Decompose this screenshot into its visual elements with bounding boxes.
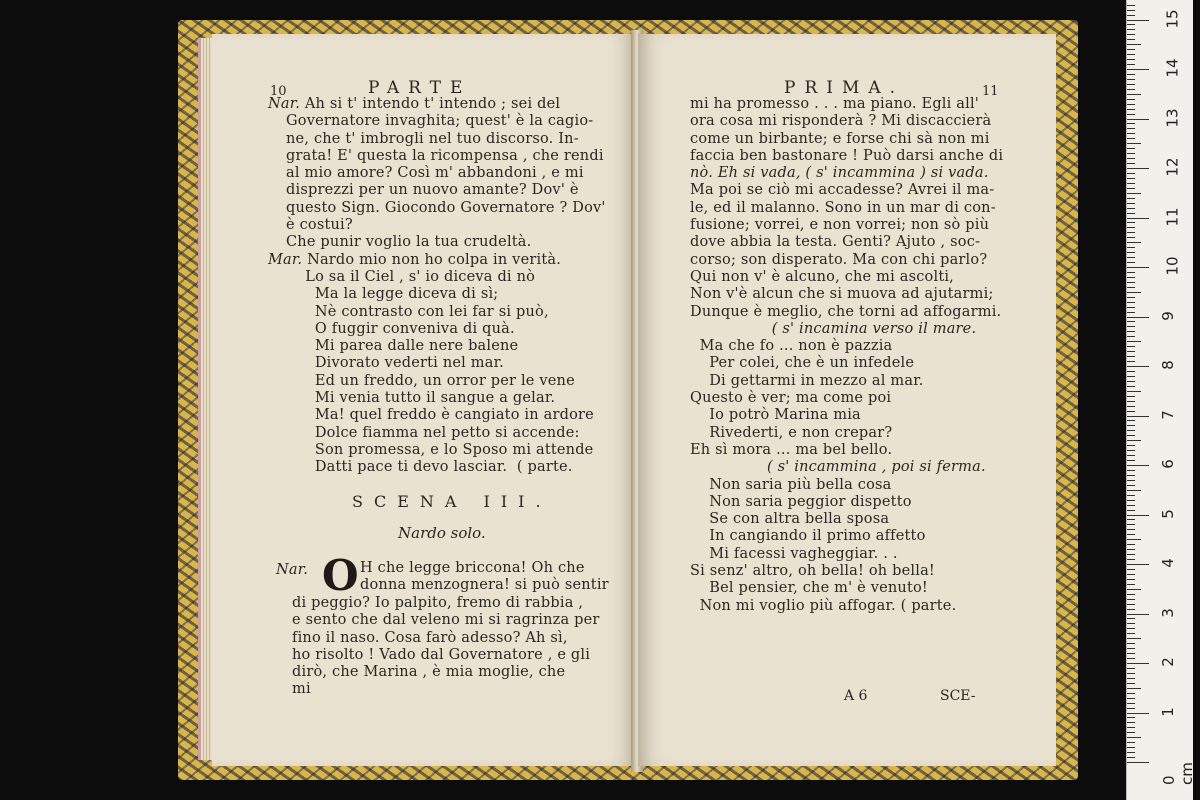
text-line: ( s' incamina verso il mare. [690,320,977,337]
text-line: corso; son disperato. Ma con chi parlo? [690,251,988,268]
text-line: Questo è ver; ma come poi [690,390,892,407]
text-line [268,234,606,251]
ruler-tick [1127,272,1135,273]
ruler-tick [1127,346,1135,347]
ruler-tick [1127,262,1135,263]
ruler-label: 4 [1158,558,1177,568]
ruler-tick [1127,168,1149,169]
text-line [268,390,606,407]
text-line: le, ed il malanno. Sono in un mar di con- [690,199,996,216]
ruler-tick [1127,99,1135,100]
ruler-tick [1127,79,1135,80]
ruler-tick [1127,188,1135,189]
line-text: O fuggir conveniva di quà. [286,320,515,337]
ruler-tick [1127,480,1135,481]
ruler-tick [1127,450,1135,451]
ruler-tick [1127,396,1135,397]
ruler-tick [1127,232,1135,233]
text-line: Eh sì mora ... ma bel bello. [690,441,893,458]
line-text: grata! E' questa la ricompensa , che rendi [286,147,604,164]
ruler-tick [1127,198,1135,199]
text-line: ora cosa mi risponderà ? Mi discaccierà [690,113,992,130]
ruler-tick [1127,153,1135,154]
ruler-tick [1127,544,1135,545]
ruler-tick [1127,623,1135,624]
ruler-tick [1127,307,1135,308]
ruler-tick [1127,574,1135,575]
ruler-tick [1127,673,1135,674]
ruler-tick [1127,737,1141,738]
ruler-tick [1127,515,1149,516]
ruler-tick [1127,539,1141,540]
line-text: Ah si t' intendo t' intendo ; sei del [304,96,561,112]
ruler-label: 9 [1158,310,1177,321]
ruler-tick [1127,74,1135,75]
ruler-tick [1127,222,1135,223]
ruler-tick [1127,242,1141,243]
ruler-label: 15 [1163,8,1182,29]
ruler-tick [1127,326,1135,327]
ruler-tick [1127,594,1135,595]
ruler-tick [1127,123,1135,124]
text-line: H che legge briccona! Oh che [360,560,585,576]
ruler-tick [1127,302,1135,303]
text-line [268,407,606,424]
text-line [268,131,606,148]
ruler-tick [1127,148,1135,149]
text-line: Se con altra bella sposa [690,511,890,528]
ruler-label: 2 [1158,657,1177,667]
ruler-tick [1127,752,1135,753]
ruler-tick [1127,376,1135,377]
ruler-label: 8 [1158,360,1177,370]
line-text: Nè contrasto con lei far si può, [286,303,549,320]
right-text-block [690,96,1003,615]
ruler-tick [1127,653,1135,654]
text-line: fino il naso. Cosa farò adesso? Ah sì, [292,629,568,646]
ruler-tick [1127,589,1141,590]
text-line [268,113,606,130]
ruler-tick [1127,381,1135,382]
ruler-tick [1127,519,1135,520]
ruler-tick [1127,15,1135,16]
text-line: Ma poi se ciò mi accadesse? Avrei il ma- [690,182,995,199]
text-line: In cangiando il primo affetto [690,528,926,545]
text-line: donna menzognera! si può sentir [360,577,609,594]
right-running-header: PRIMA. [784,78,905,98]
ruler-tick [1127,203,1135,204]
ruler-tick [1127,24,1135,25]
ruler-tick [1127,173,1135,174]
text-line [268,442,606,459]
ruler-tick [1127,564,1149,565]
drop-speaker: Nar. [276,562,309,578]
ruler-tick [1127,366,1149,367]
ruler-tick [1127,371,1135,372]
text-line [268,459,606,476]
ruler-tick [1127,208,1135,209]
ruler-tick [1127,604,1135,605]
ruler-tick [1127,406,1135,407]
ruler-tick [1127,49,1135,50]
ruler-tick [1127,119,1149,120]
line-text: Dolce fiamma nel petto si accende: [286,424,580,441]
text-line: di peggio? Io palpito, fremo di rabbia , [292,595,584,611]
ruler-tick [1127,401,1135,402]
ruler-tick [1127,495,1135,496]
drop-cap: O [322,551,359,600]
ruler-tick [1127,420,1135,421]
ruler-tick [1127,643,1135,644]
line-text: Mi venia tutto il sangue a gelar. [286,390,556,407]
text-line: Qui non v' è alcuno, che mi ascolti, [690,268,954,285]
ruler-tick [1127,559,1135,560]
ruler-tick [1127,584,1135,585]
ruler-tick [1127,282,1135,283]
ruler-tick [1127,510,1135,511]
text-line [268,269,606,286]
ruler-tick [1127,524,1135,525]
scene-title: SCENA III. [352,492,552,511]
line-text: Ma la legge diceva di sì; [286,286,499,303]
ruler-tick [1127,277,1135,278]
text-line: Ma che fo ... non è pazzia [690,338,893,355]
ruler-label: 1 [1158,706,1177,717]
ruler-tick [1127,213,1135,214]
ruler-tick [1127,114,1135,115]
ruler-tick [1127,678,1135,679]
ruler-tick [1127,628,1135,629]
text-line: faccia ben bastonare ! Può darsi anche di [690,147,1004,164]
text-line [268,373,606,390]
ruler-tick [1127,257,1135,258]
ruler-tick [1127,351,1135,352]
text-line [268,200,606,217]
line-text: Che punir voglio la tua crudeltà. [286,234,532,251]
ruler-tick [1127,747,1135,748]
ruler-tick [1127,5,1135,6]
text-line: e sento che dal veleno mi si ragrinza per [292,612,600,629]
text-line: Bel pensier, che m' è venuto! [690,580,928,597]
line-text: questo Sign. Giocondo Governatore ? Dov' [286,199,606,216]
ruler-tick [1127,599,1135,600]
ruler-tick [1127,183,1135,184]
line-text: al mio amore? Così m' abbandoni , e mi [286,165,584,182]
line-text: Governatore invaghita; quest' è la cagio- [286,113,594,130]
text-line: Mi facessi vagheggiar. . . [690,545,898,562]
scene-subtitle: Nardo solo. [398,524,486,542]
ruler-tick [1127,317,1149,318]
ruler-tick [1127,554,1135,555]
ruler-tick [1127,703,1135,704]
text-line [268,252,606,269]
ruler-tick [1127,361,1135,362]
ruler-tick [1127,29,1135,30]
ruler-tick [1127,445,1135,446]
ruler-tick [1127,529,1135,530]
ruler-tick [1127,683,1135,684]
ruler-tick [1127,500,1135,501]
ruler-tick [1127,64,1135,65]
ruler-tick [1127,341,1141,342]
ruler-label: 10 [1163,256,1182,276]
ruler-tick [1127,252,1135,253]
speaker-label: Nar. [268,96,305,112]
ruler-label: 0 cm [1160,762,1196,785]
text-line: Non saria peggior dispetto [690,493,912,510]
ruler-tick [1127,609,1135,610]
text-line: Rivederti, e non crepar? [690,424,893,441]
line-text: disprezzi per un nuovo amante? Dov' è [286,182,579,199]
ruler-tick [1127,638,1141,639]
text-line [268,338,606,355]
drop-cap-lines [360,560,609,595]
ruler-tick [1127,732,1135,733]
text-line [268,165,606,182]
text-line [268,355,606,372]
left-running-header: PARTE [368,78,472,98]
ruler-tick [1127,440,1141,441]
ruler-tick [1127,247,1135,248]
ruler-tick [1127,163,1135,164]
ruler-tick [1127,297,1135,298]
ruler-tick [1127,569,1135,570]
ruler-tick [1127,757,1135,758]
ruler-tick [1127,470,1135,471]
ruler-tick [1127,193,1141,194]
ruler-tick [1127,138,1135,139]
measuring-ruler [1126,0,1196,800]
line-text: Lo sa il Ciel , s' io diceva di nò [286,268,536,285]
ruler-tick [1127,455,1135,456]
ruler-tick [1127,227,1135,228]
ruler-tick [1127,336,1135,337]
ruler-tick [1127,579,1135,580]
ruler-tick [1127,475,1135,476]
ruler-tick [1127,158,1135,159]
ruler-tick [1127,109,1135,110]
ruler-tick [1127,688,1141,689]
ruler-tick [1127,416,1149,417]
ruler-label: 5 [1158,508,1177,519]
ruler-tick [1127,762,1149,763]
text-line [268,304,606,321]
ruler-tick [1127,386,1135,387]
ruler-tick [1127,104,1135,105]
speaker-label: Mar. [268,251,308,268]
line-text: Datti pace ti devo lasciar. ( parte. [286,459,573,476]
ruler-tick [1127,128,1135,129]
text-line: come un birbante; e forse chi sà non mi [690,130,990,147]
text-line: Dunque è meglio, che torni ad affogarmi. [690,303,1002,320]
line-text: ne, che t' imbrogli nel tuo discorso. In- [286,130,579,147]
ruler-tick [1127,143,1141,144]
text-line [268,321,606,338]
text-line: mi ha promesso . . . ma piano. Egli all' [690,96,979,112]
ruler-tick [1127,485,1135,486]
ruler-tick [1127,59,1135,60]
ruler-tick [1127,742,1135,743]
ruler-tick [1127,430,1135,431]
right-page [638,34,1056,766]
ruler-tick [1127,727,1135,728]
ruler-label: 13 [1163,107,1182,128]
line-text: Divorato vederti nel mar. [286,355,504,372]
text-line: Io potrò Marina mia [690,407,861,424]
ruler-label: 7 [1158,409,1177,420]
ruler-tick [1127,133,1135,134]
ruler-tick [1127,425,1135,426]
ruler-tick [1127,698,1135,699]
ruler-tick [1127,713,1149,714]
ruler-tick [1127,717,1135,718]
ruler-tick [1127,331,1135,332]
text-line: mi [292,681,311,698]
ruler-tick [1127,267,1149,268]
text-line: Per colei, che è un infedele [690,355,915,372]
text-line [268,182,606,199]
ruler-tick [1127,411,1135,412]
text-line: ho risolto ! Vado dal Governatore , e gli [292,646,591,663]
left-page [212,34,636,766]
text-line: Non v'è alcun che si muova ad ajutarmi; [690,286,994,303]
catchword: SCE- [940,688,976,704]
text-line [268,217,606,234]
right-page-number: 11 [982,84,999,99]
text-line: Non mi voglio più affogar. ( parte. [690,597,957,614]
ruler-tick [1127,460,1135,461]
line-text: Ed un freddo, un orror per le vene [286,372,575,389]
ruler-tick [1127,633,1135,634]
ruler-tick [1127,614,1149,615]
text-line: Di gettarmi in mezzo al mar. [690,372,924,389]
ruler-tick [1127,34,1135,35]
ruler-tick [1127,465,1149,466]
text-line: Si senz' altro, oh bella! oh bella! [690,563,935,580]
text-line: fusione; vorrei, e non vorrei; non sò più [690,217,990,234]
ruler-tick [1127,10,1135,11]
ruler-tick [1127,54,1135,55]
line-text: è costui? [286,217,353,234]
ruler-label: 3 [1158,607,1177,618]
ruler-tick [1127,321,1135,322]
line-text: Mi parea dalle nere balene [286,338,519,355]
text-line: dirò, che Marina , è mia moglie, che [292,664,566,681]
text-line: Non saria più bella cosa [690,476,892,493]
ruler-label: 14 [1163,58,1182,78]
ruler-tick [1127,84,1135,85]
ruler-tick [1127,549,1135,550]
ruler-tick [1127,218,1149,219]
ruler-label: 6 [1158,459,1177,469]
ruler-tick [1127,534,1135,535]
ruler-tick [1127,312,1135,313]
ruler-tick [1127,618,1135,619]
ruler-tick [1127,356,1135,357]
left-text-block [268,96,606,477]
line-text: Ma! quel freddo è cangiato in ardore [286,407,594,424]
ruler-tick [1127,435,1135,436]
text-line [268,96,606,113]
left-body-continued [292,595,600,699]
ruler-label: 11 [1163,206,1182,227]
left-page-number: 10 [270,84,287,99]
ruler-tick [1127,178,1135,179]
ruler-tick [1127,44,1141,45]
ruler-tick [1127,20,1149,21]
text-line: ( s' incammina , poi si ferma. [690,459,986,476]
ruler-tick [1127,237,1135,238]
ruler-tick [1127,658,1135,659]
ruler-tick [1127,39,1135,40]
line-text: Nardo mio non ho colpa in verità. [307,251,561,268]
ruler-label: 12 [1163,157,1182,177]
ruler-tick [1127,89,1135,90]
ruler-tick [1127,693,1135,694]
line-text: Son promessa, e lo Sposo mi attende [286,441,594,458]
ruler-tick [1127,287,1135,288]
ruler-tick [1127,69,1149,70]
ruler-tick [1127,505,1135,506]
ruler-tick [1127,94,1141,95]
ruler-tick [1127,292,1141,293]
text-line [268,148,606,165]
ruler-tick [1127,663,1149,664]
text-line [268,286,606,303]
ruler-tick [1127,668,1135,669]
ruler-tick [1127,708,1135,709]
text-line [268,425,606,442]
ruler-tick [1127,391,1141,392]
signature-mark: A 6 [844,688,868,704]
text-line: dove abbia la testa. Genti? Ajuto , soc- [690,234,981,251]
ruler-tick [1127,648,1135,649]
ruler-tick [1127,722,1135,723]
ruler-tick [1127,490,1141,491]
text-line: nò. Eh si vada, ( s' incammina ) si vada. [690,165,989,182]
